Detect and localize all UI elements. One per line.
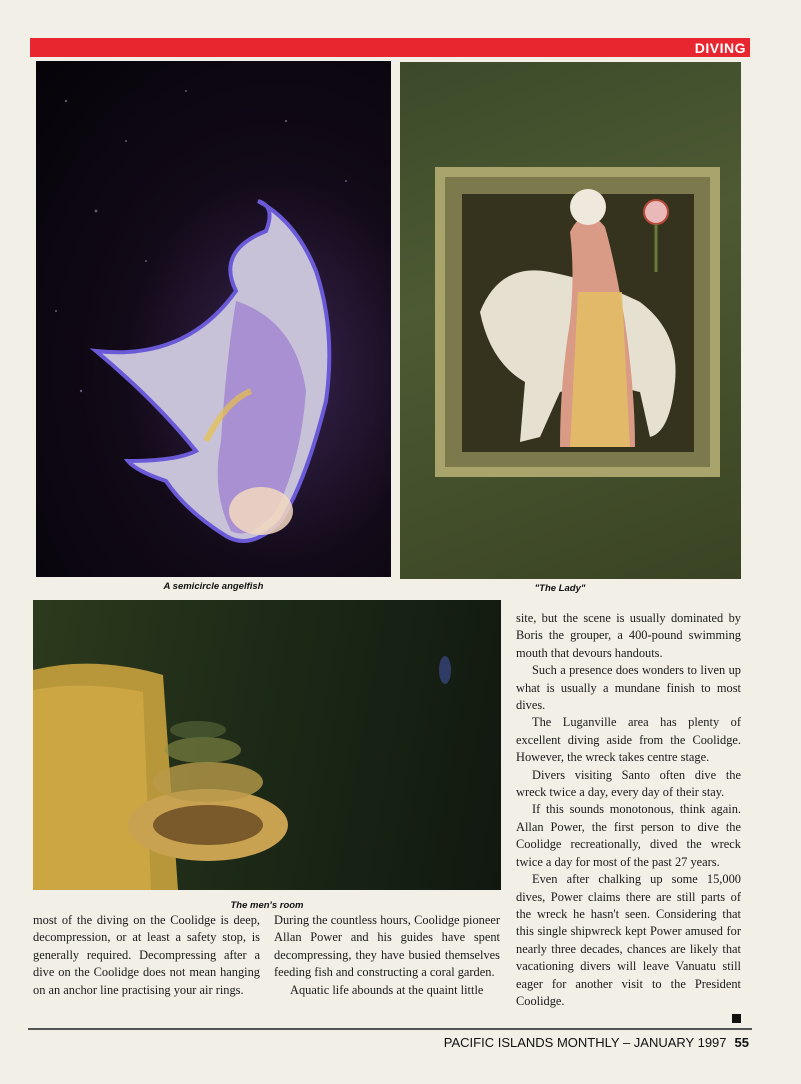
angelfish-caption: A semicircle angelfish xyxy=(163,581,264,592)
mens-room-illustration xyxy=(33,600,501,890)
footer-divider xyxy=(28,1028,752,1030)
article-paragraph: The Luganville area has plenty of excellent diving aside from the Coolidge. However, the wreck takes centre stage. xyxy=(516,715,741,765)
article-paragraph: During the countless hours, Coolidge pioneer Allan Power and his guides have spent decompressing, they have busied themselves feeding fish and constructing a coral garden. xyxy=(274,913,500,980)
article-paragraph: Even after chalking up some 15,000 dives, Power claims there are still parts of the wreck he hasn't seen. Considering that this single shipwreck kept Power amused for nearly three decades, chances are likely that vacationing divers will leave Vanuatu still eager for another visit to the President Coolidge. xyxy=(516,872,741,1008)
publication-line: PACIFIC ISLANDS MONTHLY – JANUARY 1997 xyxy=(443,1035,727,1050)
mens-room-photo xyxy=(33,600,501,890)
article-paragraph: Aquatic life abounds at the quaint little xyxy=(290,982,484,997)
angelfish-photo xyxy=(36,61,391,577)
article-paragraph: If this sounds monotonous, think again. Allan Power, the first person to dive the Coolidge recreationally, dived the wreck twice a day for most of the past 27 years. xyxy=(516,802,741,869)
page-number: 55 xyxy=(734,1035,749,1050)
article-column-3 xyxy=(516,610,741,1023)
mens-room-caption: The men's room xyxy=(230,900,304,911)
section-label: DIVING xyxy=(694,40,746,56)
article-column-1 xyxy=(33,912,260,999)
lady-relief-illustration xyxy=(400,62,741,579)
article-paragraph: Divers visiting Santo often dive the wreck twice a day, every day of their stay. xyxy=(516,767,741,800)
section-banner xyxy=(30,38,750,57)
lady-caption: "The Lady" xyxy=(534,583,586,594)
article-paragraph: site, but the scene is usually dominated by Boris the grouper, a 400-pound swimming mouth that devours handouts. xyxy=(516,611,741,660)
article-column-2 xyxy=(274,912,500,999)
page-footer xyxy=(444,1035,749,1050)
end-of-article-mark xyxy=(732,1014,741,1023)
article-paragraph: Such a presence does wonders to liven up what is usually a mundane finish to most dives. xyxy=(516,663,741,713)
lady-photo xyxy=(400,62,741,579)
angelfish-illustration xyxy=(36,61,391,577)
article-paragraph: most of the diving on the Coolidge is deep, decompression, or at least a safety stop, is generally required. Decompressing after a dive on the Coolidge does not mean hanging on an anchor line practising your air rings. xyxy=(33,913,260,997)
